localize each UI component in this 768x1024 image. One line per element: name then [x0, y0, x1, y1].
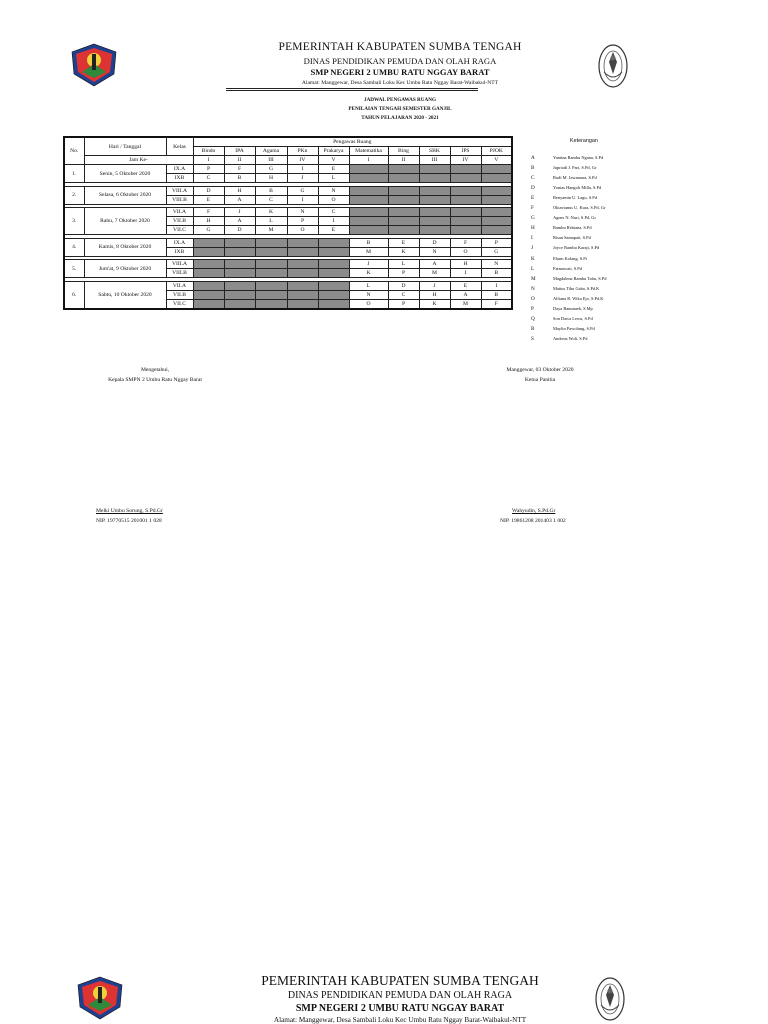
col-day-header: Hari / Tanggal: [84, 137, 166, 156]
legend-name: Yonias Hangoli Milla, S.Pd: [553, 185, 602, 191]
supervisor-code-cell: H: [193, 217, 224, 226]
legend-name: Yanitna Rambu Ngana, S.Pd: [553, 155, 604, 160]
shaded-cell: [450, 217, 481, 226]
supervisor-code-cell: G: [255, 165, 287, 174]
footer-school: SMP NEGERI 2 UMBU RATU NGGAY BARAT: [295, 1003, 505, 1014]
day-label: Jum'at, 9 Oktober 2020: [84, 260, 166, 278]
legend-key: S: [531, 335, 534, 342]
subject-header: Agama: [255, 147, 287, 156]
class-cell: VII.A: [166, 208, 193, 217]
class-cell: VIII.A: [166, 260, 193, 269]
jam-cell: V: [481, 156, 512, 165]
jam-cell: IV: [450, 156, 481, 165]
subject-header: Bing: [388, 147, 419, 156]
legend-name: Matius Tibu Gaba, S.Pd.K: [553, 285, 600, 291]
supervisor-code-cell: N: [318, 186, 349, 195]
legend-item: [531, 153, 603, 163]
legend-key: G: [531, 215, 535, 222]
supervisor-code-cell: L: [388, 260, 419, 269]
supervisor-code-cell: P: [193, 165, 224, 174]
supervisor-code-cell: N: [349, 290, 388, 299]
supervisor-code-cell: P: [388, 269, 419, 278]
shaded-cell: [193, 281, 224, 290]
supervisor-code-cell: J: [224, 208, 255, 217]
supervisor-code-cell: D: [224, 226, 255, 235]
jam-cell: II: [388, 156, 419, 165]
shaded-cell: [481, 174, 512, 183]
supervisor-code-cell: H: [255, 174, 287, 183]
supervisor-code-cell: C: [318, 208, 349, 217]
legend-name: Agnes N. Nuri, S.Pd, Gr: [553, 215, 596, 221]
shaded-cell: [318, 260, 349, 269]
jam-cell: V: [318, 156, 349, 165]
legend-key: O: [531, 295, 535, 302]
supervisor-code-cell: E: [193, 195, 224, 204]
supervisor-code-cell: G: [193, 226, 224, 235]
supervisor-code-cell: P: [481, 238, 512, 247]
legend-name: Risan Samapati, S.Pd: [553, 235, 591, 241]
shaded-cell: [481, 208, 512, 217]
subject-header: IPA: [224, 147, 255, 156]
legend-key: K: [531, 255, 535, 262]
legend-item: [531, 213, 596, 223]
class-cell: VII.B: [166, 217, 193, 226]
shaded-cell: [224, 290, 255, 299]
shaded-cell: [224, 299, 255, 309]
supervisor-code-cell: A: [450, 290, 481, 299]
shaded-cell: [388, 165, 419, 174]
supervisor-code-cell: M: [349, 247, 388, 256]
legend-key: F: [531, 205, 534, 212]
header-department: DINAS PENDIDIKAN PEMUDA DAN OLAH RAGA: [303, 56, 497, 66]
shaded-cell: [255, 281, 287, 290]
supervisor-group-header: Pengawas Ruang: [193, 137, 512, 147]
shaded-cell: [224, 260, 255, 269]
shaded-cell: [287, 281, 318, 290]
shaded-cell: [349, 217, 388, 226]
shaded-cell: [287, 247, 318, 256]
supervisor-code-cell: L: [318, 174, 349, 183]
committee-chair-nip: NIP. 19861208 201403 1 002: [500, 518, 566, 524]
shaded-cell: [318, 247, 349, 256]
shaded-cell: [450, 174, 481, 183]
class-cell: IXB: [166, 174, 193, 183]
footer-government: PEMERINTAH KABUPATEN SUMBA TENGAH: [261, 973, 539, 988]
supervisor-code-cell: A: [224, 195, 255, 204]
supervisor-code-cell: N: [481, 260, 512, 269]
footer-address: Alamat: Manggewar, Desa Sambali Loku Kec Umbu Ratu Nggay Barat-Waibakul-NTT: [273, 1016, 527, 1024]
supervisor-code-cell: O: [318, 195, 349, 204]
supervisor-code-cell: B: [481, 290, 512, 299]
jam-row: [64, 156, 512, 165]
col-no-header: No.: [64, 137, 84, 165]
shaded-cell: [349, 174, 388, 183]
supervisor-code-cell: C: [388, 290, 419, 299]
supervisor-code-cell: I: [450, 269, 481, 278]
legend-item: [531, 304, 593, 314]
supervisor-code-cell: K: [388, 247, 419, 256]
supervisor-code-cell: K: [419, 299, 450, 309]
supervisor-code-cell: F: [193, 208, 224, 217]
place-date: Manggewar, 03 Oktober 2020: [506, 367, 574, 373]
supervisor-code-cell: F: [450, 238, 481, 247]
shaded-cell: [318, 281, 349, 290]
day-number: 5.: [64, 260, 84, 278]
supervisor-code-cell: L: [255, 217, 287, 226]
ministry-emblem-logo: [596, 42, 630, 90]
shaded-cell: [193, 299, 224, 309]
shaded-cell: [193, 290, 224, 299]
day-number: 3.: [64, 208, 84, 235]
supervisor-code-cell: M: [450, 299, 481, 309]
regency-emblem-logo: [70, 42, 118, 88]
supervisor-code-cell: G: [481, 247, 512, 256]
subject-header: Bindo: [193, 147, 224, 156]
shaded-cell: [318, 290, 349, 299]
jam-cell: III: [419, 156, 450, 165]
subject-header: Prakarya: [318, 147, 349, 156]
day-label: Senin, 5 Oktober 2020: [84, 165, 166, 183]
legend-item: [531, 294, 603, 304]
legend-item: [531, 264, 582, 274]
supervisor-code-cell: I: [481, 281, 512, 290]
shaded-cell: [419, 226, 450, 235]
subject-header: Matematika: [349, 147, 388, 156]
footer-department: DINAS PENDIDIKAN PEMUDA DAN OLAH RAGA: [287, 990, 513, 1001]
legend-name: Ehum Kolang, S.Pi: [553, 255, 587, 261]
supervisor-code-cell: P: [388, 299, 419, 309]
schedule-title: JADWAL PENGAWAS RUANG: [363, 97, 437, 103]
shaded-cell: [349, 165, 388, 174]
class-cell: IXB: [166, 247, 193, 256]
legend-key: Q: [531, 315, 535, 322]
legend-key: J: [531, 245, 534, 252]
shaded-cell: [318, 269, 349, 278]
legend-item: [531, 274, 606, 284]
legend-item: [531, 183, 601, 193]
supervisor-code-cell: A: [419, 260, 450, 269]
legend-key: C: [531, 175, 535, 182]
legend-name: Benyamin U. Lagu, S.Pd: [553, 195, 597, 201]
legend-item: [531, 314, 593, 324]
subject-header: PKn: [287, 147, 318, 156]
legend-item: [531, 254, 587, 264]
shaded-cell: [450, 186, 481, 195]
day-number: 1.: [64, 165, 84, 183]
legend-name: Son Dawa Lewu, S.Pd: [553, 315, 593, 321]
class-cell: VII.B: [166, 290, 193, 299]
supervisor-code-cell: D: [419, 238, 450, 247]
legend-name: Oktavianus U. Kura, S.Pd, Gr: [553, 205, 606, 211]
legend-name: Andreas Woli, S.Pd: [553, 335, 588, 341]
shaded-cell: [481, 226, 512, 235]
shaded-cell: [287, 269, 318, 278]
class-cell: VIII.B: [166, 269, 193, 278]
legend-title: Keterangan: [570, 138, 598, 144]
shaded-cell: [349, 195, 388, 204]
supervisor-code-cell: B: [255, 186, 287, 195]
shaded-cell: [224, 281, 255, 290]
supervisor-code-cell: H: [224, 186, 255, 195]
table-row: [64, 186, 512, 195]
supervisor-code-cell: N: [287, 208, 318, 217]
class-cell: VIII.A: [166, 186, 193, 195]
supervisor-code-cell: M: [419, 269, 450, 278]
shaded-cell: [388, 226, 419, 235]
shaded-cell: [481, 165, 512, 174]
shaded-cell: [255, 238, 287, 247]
shaded-cell: [318, 238, 349, 247]
supervisor-code-cell: E: [318, 226, 349, 235]
shaded-cell: [193, 260, 224, 269]
supervisor-code-cell: I: [287, 165, 318, 174]
shaded-cell: [388, 186, 419, 195]
supervisor-code-cell: O: [450, 247, 481, 256]
header-divider-2: [226, 90, 478, 91]
shaded-cell: [419, 165, 450, 174]
supervisor-code-cell: K: [255, 208, 287, 217]
shaded-cell: [318, 299, 349, 309]
supervisor-code-cell: E: [318, 165, 349, 174]
class-cell: IX.A: [166, 238, 193, 247]
supervisor-code-cell: D: [193, 186, 224, 195]
header-government: PEMERINTAH KABUPATEN SUMBA TENGAH: [278, 41, 522, 53]
shaded-cell: [481, 195, 512, 204]
supervisor-code-cell: G: [287, 186, 318, 195]
supervisor-code-cell: M: [255, 226, 287, 235]
shaded-cell: [224, 247, 255, 256]
legend-key: D: [531, 185, 535, 192]
supervisor-code-cell: E: [388, 238, 419, 247]
header-school: SMP NEGERI 2 UMBU RATU NGGAY BARAT: [310, 67, 490, 77]
shaded-cell: [255, 260, 287, 269]
legend-name: Rudi M. Jawamara, S.Pd: [553, 175, 597, 181]
jam-label: Jam Ke-: [84, 156, 193, 165]
shaded-cell: [419, 195, 450, 204]
class-cell: VII.A: [166, 281, 193, 290]
shaded-cell: [287, 260, 318, 269]
supervisor-code-cell: H: [450, 260, 481, 269]
shaded-cell: [224, 238, 255, 247]
principal-name: Melki Umbu Sorung, S.Pd.Gr: [96, 508, 163, 514]
shaded-cell: [450, 165, 481, 174]
schedule-year: TAHUN PELAJARAN 2020 - 2021: [361, 115, 439, 121]
day-label: Sabtu, 10 Oktober 2020: [84, 281, 166, 309]
supervisor-code-cell: I: [318, 217, 349, 226]
shaded-cell: [450, 226, 481, 235]
shaded-cell: [193, 238, 224, 247]
supervisor-code-cell: F: [224, 165, 255, 174]
shaded-cell: [349, 226, 388, 235]
legend-key: L: [531, 265, 535, 272]
shaded-cell: [255, 247, 287, 256]
col-class-header: Kelas: [166, 137, 193, 156]
jam-cell: IV: [287, 156, 318, 165]
legend-key: H: [531, 225, 535, 232]
shaded-cell: [481, 217, 512, 226]
shaded-cell: [287, 299, 318, 309]
legend-name: Daya Banunaek, S.Mp: [553, 305, 593, 311]
schedule-subtitle: PENILAIAN TENGAH SEMESTER GANJIL: [348, 106, 452, 112]
jam-cell: III: [255, 156, 287, 165]
legend-name: Magdalena Rambu Tahu, S.Pd: [553, 275, 607, 281]
shaded-cell: [388, 195, 419, 204]
table-row: [64, 238, 512, 247]
legend-item: [531, 324, 595, 334]
shaded-cell: [193, 269, 224, 278]
supervisor-code-cell: H: [419, 290, 450, 299]
supervisor-code-cell: J: [287, 174, 318, 183]
legend-name: Jupriadi J. Pari, S.Pd, Gr: [553, 165, 597, 171]
supervisor-code-cell: J: [349, 260, 388, 269]
legend-key: B: [531, 165, 535, 172]
jam-cell: I: [193, 156, 224, 165]
shaded-cell: [388, 174, 419, 183]
subject-header: PJOK: [481, 147, 512, 156]
supervisor-schedule-table: [63, 136, 513, 310]
legend-name: Alfiana R. Wika Ejo, S.Pd.K: [553, 295, 604, 301]
legend-key: M: [531, 275, 536, 282]
legend-name: Maylin Pawolung, S.Pd: [553, 325, 595, 331]
jam-cell: II: [224, 156, 255, 165]
legend-item: [531, 233, 591, 243]
supervisor-code-cell: D: [388, 281, 419, 290]
class-cell: IX.A: [166, 165, 193, 174]
header-address: Alamat: Manggewar, Desa Sambali Loku Kec Umbu Ratu Nggay Barat-Waibakul-NTT: [301, 80, 499, 86]
supervisor-code-cell: F: [481, 299, 512, 309]
shaded-cell: [349, 186, 388, 195]
shaded-cell: [450, 195, 481, 204]
shaded-cell: [224, 269, 255, 278]
shaded-cell: [287, 290, 318, 299]
principal-title: Kepala SMPN 2 Umbu Ratu Nggay Barat: [108, 377, 202, 383]
committee-chair-name: Wahyudin, S.Pd.Gr: [512, 508, 556, 514]
shaded-cell: [419, 186, 450, 195]
shaded-cell: [419, 208, 450, 217]
jam-cell: I: [349, 156, 388, 165]
shaded-cell: [255, 290, 287, 299]
class-cell: VIII.B: [166, 195, 193, 204]
supervisor-code-cell: C: [193, 174, 224, 183]
shaded-cell: [255, 269, 287, 278]
legend-name: Joyce Rambu Karaji, S.Pd: [553, 245, 600, 251]
table-row: [64, 165, 512, 174]
supervisor-code-cell: L: [349, 281, 388, 290]
shaded-cell: [255, 299, 287, 309]
table-row: [64, 260, 512, 269]
table-header-row: [64, 137, 512, 147]
supervisor-code-cell: N: [419, 247, 450, 256]
legend-item: [531, 173, 597, 183]
legend-key: E: [531, 195, 535, 202]
shaded-cell: [450, 208, 481, 217]
supervisor-code-cell: O: [287, 226, 318, 235]
legend-key: R: [531, 325, 535, 332]
supervisor-code-cell: I: [287, 195, 318, 204]
legend-item: [531, 193, 597, 203]
day-label: Selasa, 6 Oktober 2020: [84, 186, 166, 204]
legend-item: [531, 163, 596, 173]
day-number: 2.: [64, 186, 84, 204]
legend-key: P: [531, 305, 534, 312]
supervisor-code-cell: J: [419, 281, 450, 290]
subject-header: IPS: [450, 147, 481, 156]
legend-item: [531, 334, 587, 344]
legend-name: Fatmawati, S.Pd: [553, 265, 582, 271]
supervisor-code-cell: B: [481, 269, 512, 278]
subject-header: SBK: [419, 147, 450, 156]
day-number: 4.: [64, 238, 84, 256]
supervisor-code-cell: B: [224, 174, 255, 183]
supervisor-code-cell: A: [224, 217, 255, 226]
class-cell: VII.C: [166, 299, 193, 309]
supervisor-code-cell: P: [287, 217, 318, 226]
legend-key: A: [531, 155, 535, 161]
day-label: Rabu, 7 Oktober 2020: [84, 208, 166, 235]
shaded-cell: [287, 238, 318, 247]
shaded-cell: [388, 208, 419, 217]
table-row: [64, 281, 512, 290]
supervisor-code-cell: O: [349, 299, 388, 309]
legend-item: [531, 203, 605, 213]
table-row: [64, 208, 512, 217]
committee-title: Ketua Panitia: [524, 377, 556, 383]
legend-key: N: [531, 285, 535, 292]
legend-item: [531, 223, 592, 233]
supervisor-code-cell: E: [450, 281, 481, 290]
shaded-cell: [349, 208, 388, 217]
supervisor-code-cell: C: [255, 195, 287, 204]
header-divider: [226, 88, 478, 89]
legend-name: Rambu Rebiana, S.Pd: [553, 225, 592, 231]
shaded-cell: [388, 217, 419, 226]
regency-emblem-logo-2: [76, 975, 124, 1021]
shaded-cell: [193, 247, 224, 256]
legend-item: [531, 243, 599, 253]
day-number: 6.: [64, 281, 84, 309]
principal-nip: NIP. 19770515 201001 1 028: [96, 518, 162, 524]
shaded-cell: [419, 217, 450, 226]
shaded-cell: [481, 186, 512, 195]
class-cell: VII.C: [166, 226, 193, 235]
supervisor-code-cell: K: [349, 269, 388, 278]
acknowledge-label: Mengetahui,: [140, 367, 170, 373]
shaded-cell: [419, 174, 450, 183]
legend-key: I: [531, 235, 533, 242]
supervisor-code-cell: B: [349, 238, 388, 247]
day-label: Kamis, 8 Oktober 2020: [84, 238, 166, 256]
legend-item: [531, 284, 599, 294]
